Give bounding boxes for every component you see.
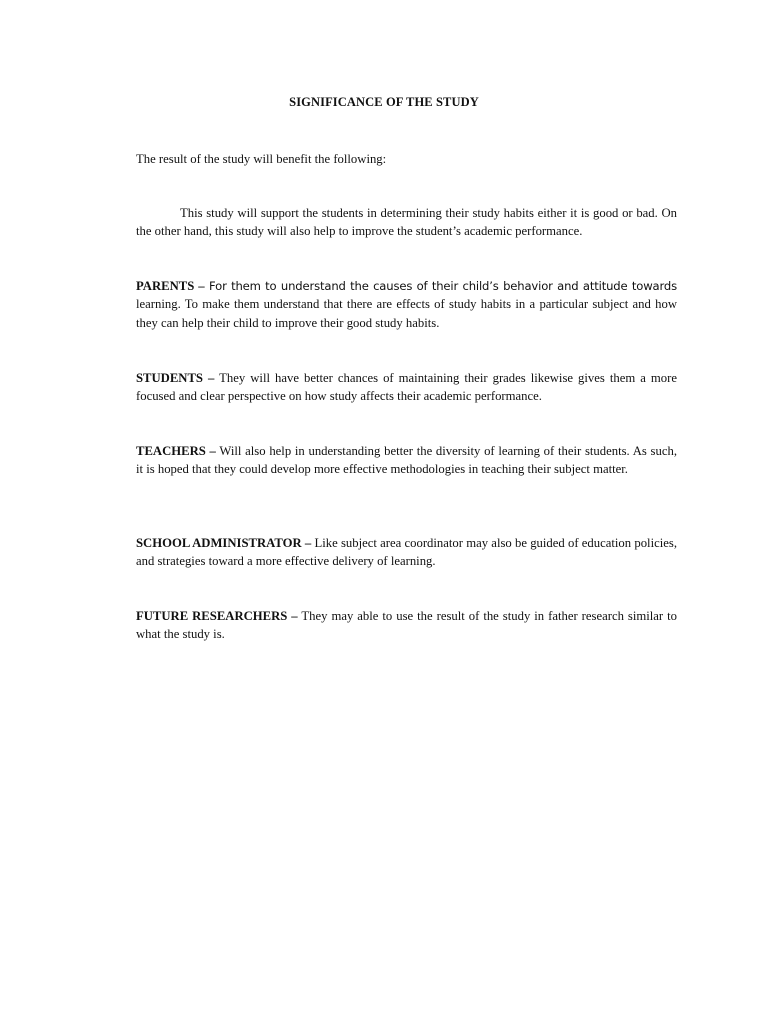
beneficiary-teachers	[136, 442, 677, 479]
beneficiary-future-researchers	[136, 607, 677, 644]
beneficiary-label: PARENTS –	[136, 279, 205, 293]
page-title: SIGNIFICANCE OF THE STUDY	[289, 95, 479, 109]
beneficiary-text: learning. To make them understand that there are effects of study habits in a particular subject and how they can help their child to improve their good study habits.	[136, 297, 677, 330]
beneficiary-text: Like subject area coordinator may also be guided of education policies, and strategies toward a more effective delivery of learning.	[136, 536, 677, 569]
beneficiary-text: Will also help in understanding better the diversity of learning of their students. As such, it is hoped that they could develop more effective methodologies in teaching their subject matter.	[136, 444, 677, 477]
beneficiary-text: For them to understand the causes of their child’s behavior and attitude towards	[204, 279, 677, 293]
beneficiary-label: FUTURE RESEARCHERS –	[136, 609, 298, 623]
beneficiary-school-administrator	[136, 534, 677, 571]
beneficiary-label: SCHOOL ADMINISTRATOR –	[136, 536, 312, 550]
beneficiary-parents	[136, 277, 677, 332]
beneficiary-label: TEACHERS –	[136, 444, 216, 458]
intro-paragraph: The result of the study will benefit the following:	[136, 152, 387, 166]
beneficiary-label: STUDENTS –	[136, 371, 215, 385]
beneficiary-students	[136, 369, 677, 406]
beneficiary-text: They will have better chances of maintaining their grades likewise gives them a more focused and clear perspective on how study affects their academic performance.	[136, 371, 677, 404]
overview-paragraph: This study will support the students in determining their study habits either it is good or bad. On the other hand, this study will also help to improve the student’s academic performance.	[136, 206, 677, 239]
beneficiary-text: They may able to use the result of the study in father research similar to what the study is.	[136, 609, 677, 642]
